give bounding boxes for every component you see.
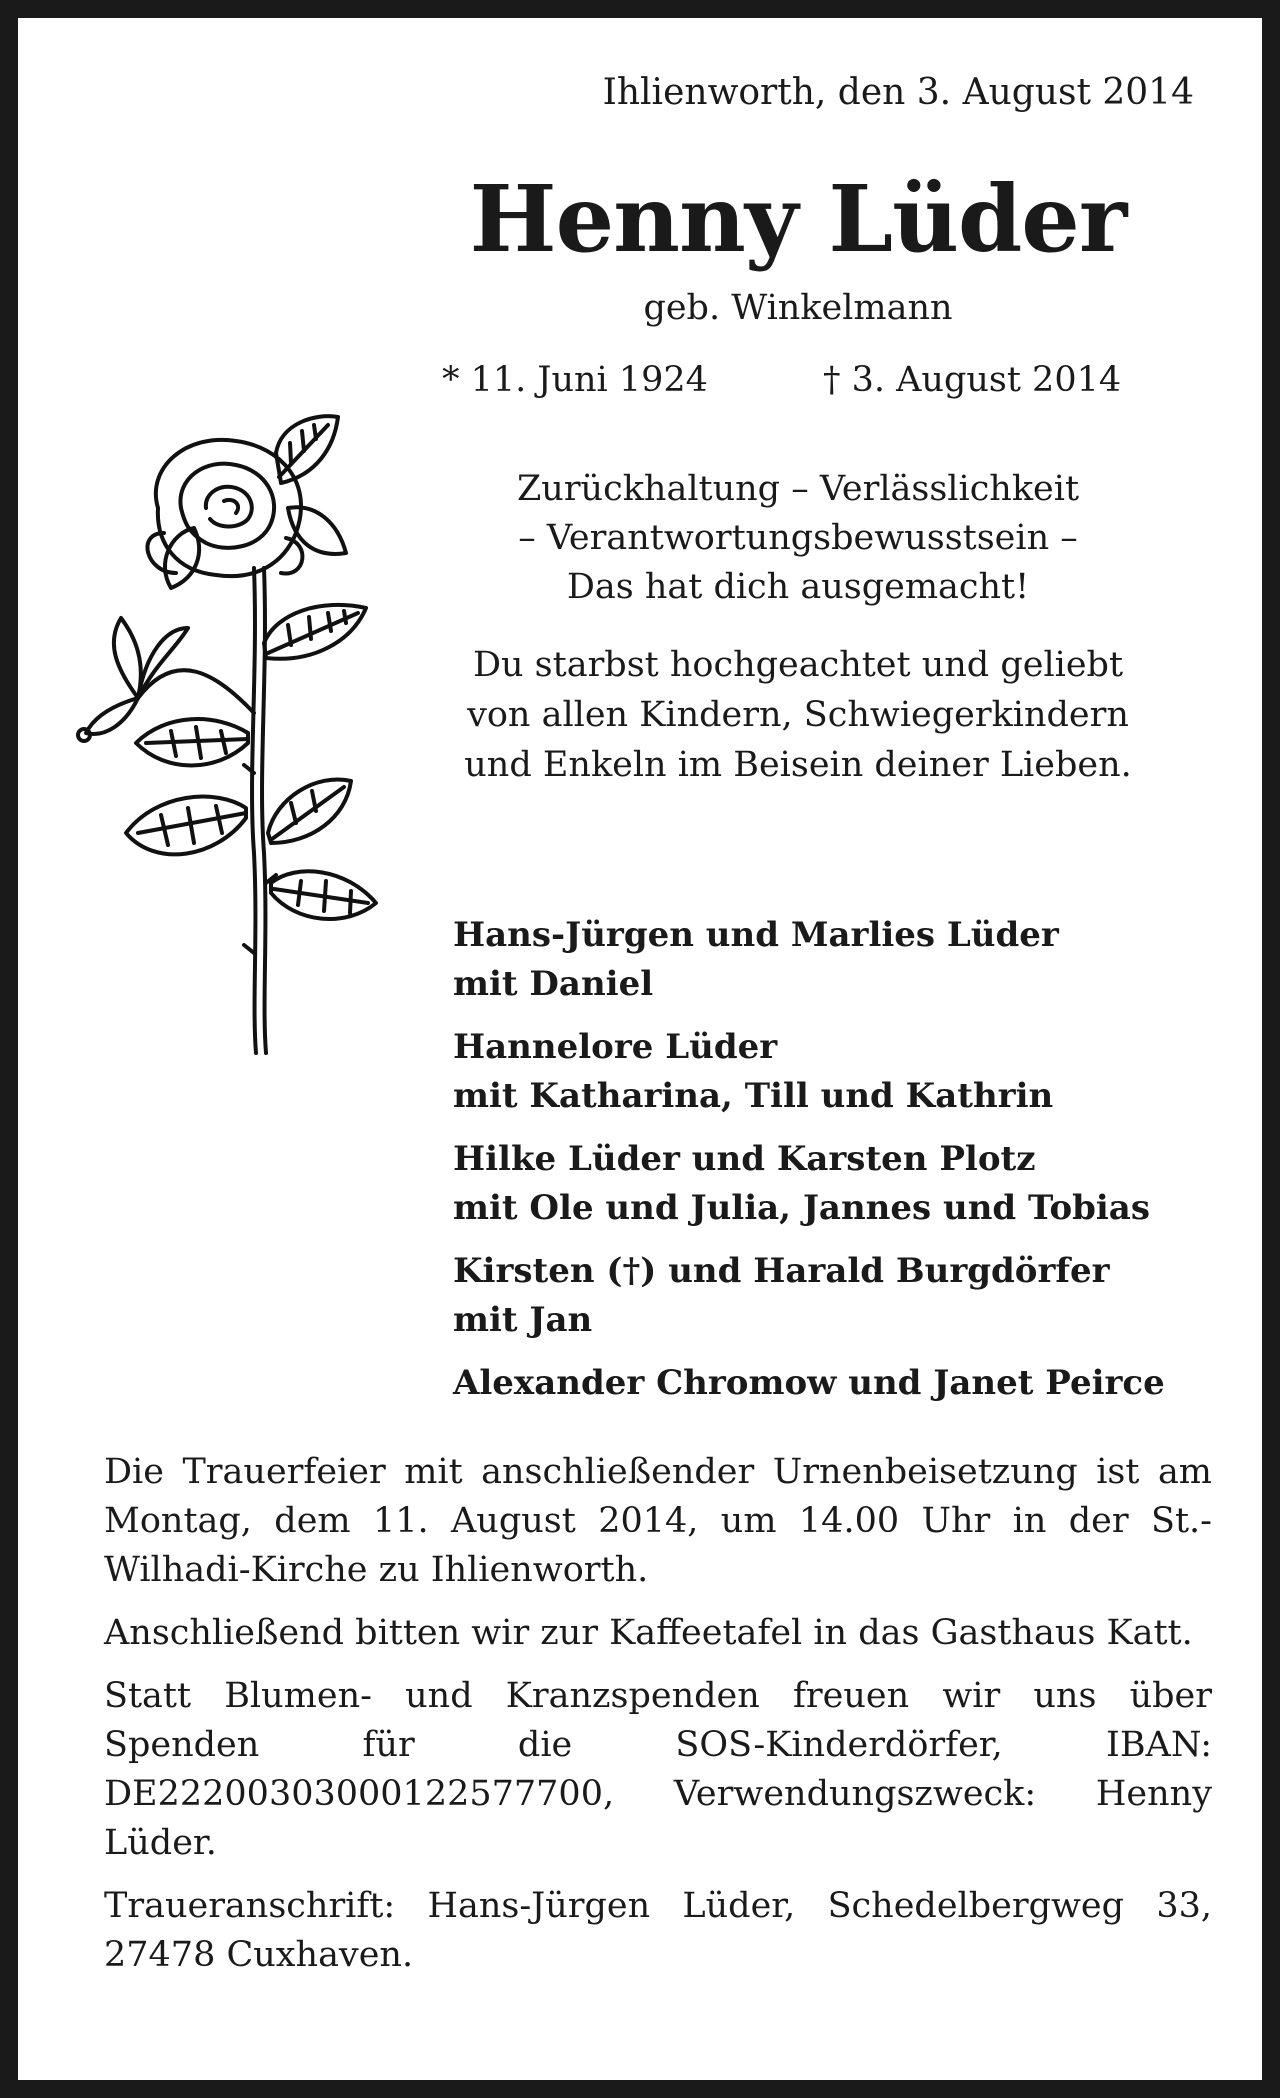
funeral-details <box>104 1448 1212 1980</box>
mourner-name: Alexander Chromow und Janet Peirce <box>453 1363 1165 1403</box>
ceremony-info: Die Trauerfeier mit anschließender Urnenbeisetzung ist am Montag, dem 11. August 2014, um 14.00 Uhr in der St.-Wilhadi-Kirche zu Ihlienworth. <box>104 1452 1212 1590</box>
mourner-name: Hilke Lüder und Karsten Plotz <box>453 1139 1036 1179</box>
motto <box>438 465 1158 612</box>
farewell-line: Du starbst hochgeachtet und geliebt <box>472 645 1124 685</box>
place-date: Ihlienworth, den 3. August 2014 <box>602 72 1194 113</box>
deceased-name: Henny Lüder <box>469 165 1127 273</box>
farewell-line: und Enkeln im Beisein deiner Lieben. <box>464 745 1132 785</box>
maiden-name: geb. Winkelmann <box>643 288 953 328</box>
rose-icon <box>76 413 396 1063</box>
mourner-name: Hannelore Lüder <box>453 1027 778 1067</box>
farewell-line: von allen Kindern, Schwiegerkindern <box>467 695 1129 735</box>
birth-date: * 11. Juni 1924 <box>442 360 708 400</box>
mourner-family <box>453 1023 1243 1121</box>
mourner-name: Hans-Jürgen und Marlies Lüder <box>453 915 1059 955</box>
mourner-children: mit Daniel <box>453 964 654 1004</box>
coffee-info: Anschließend bitten wir zur Kaffeetafel in das Gasthaus Katt. <box>104 1613 1193 1653</box>
motto-line: Das hat dich ausgemacht! <box>566 567 1030 607</box>
mourner-family <box>453 1247 1243 1345</box>
mourner-children: mit Katharina, Till und Kathrin <box>453 1076 1054 1116</box>
mourning-address: Traueranschrift: Hans-Jürgen Lüder, Schedelbergweg 33, 27478 Cuxhaven. <box>104 1886 1212 1975</box>
mourner-list <box>453 911 1243 1408</box>
mourner-name: Kirsten (†) und Harald Burgdörfer <box>453 1251 1110 1291</box>
death-date: † 3. August 2014 <box>823 360 1122 400</box>
mourner-family <box>453 1135 1243 1233</box>
motto-line: – Verantwortungsbewusstsein – <box>518 518 1078 558</box>
farewell-text <box>398 640 1198 790</box>
mourner-family <box>453 1359 1243 1408</box>
donation-info: Statt Blumen- und Kranzspenden freuen wir uns über Spenden für die SOS-Kinderdörfer, IBAN: DE22200303000122577700, Verwendungszweck: Henny Lüder. <box>104 1676 1212 1863</box>
mourner-children: mit Ole und Julia, Jannes und Tobias <box>453 1188 1150 1228</box>
mourner-family <box>453 911 1243 1009</box>
motto-line: Zurückhaltung – Verlässlichkeit <box>516 469 1080 509</box>
mourner-children: mit Jan <box>453 1300 593 1340</box>
